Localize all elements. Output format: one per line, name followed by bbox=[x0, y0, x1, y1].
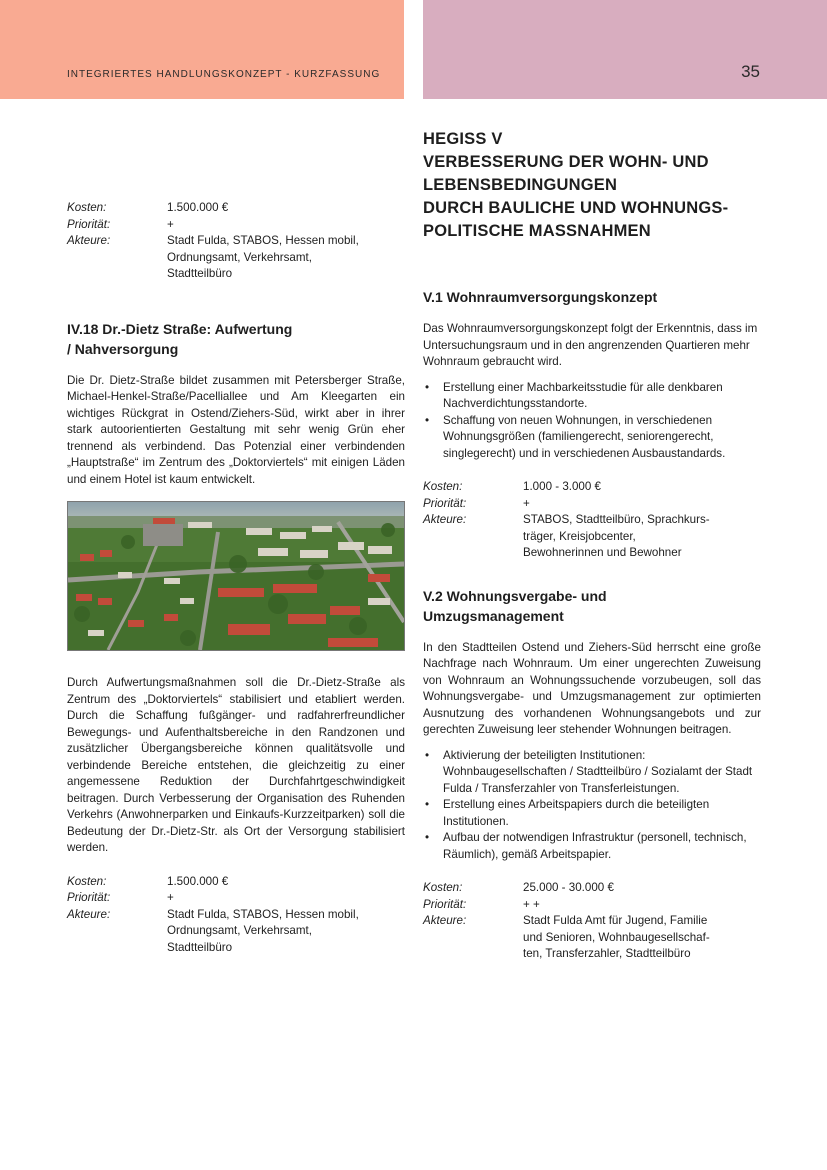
prioritaet-label: Priorität: bbox=[423, 496, 467, 510]
prioritaet-label: Priorität: bbox=[67, 891, 111, 904]
section-title-v2 bbox=[423, 586, 761, 626]
chapter-title-line: POLITISCHE MASSNAHMEN bbox=[423, 222, 651, 240]
akteure-line: und Senioren, Wohnbaugesellschaf- bbox=[523, 930, 710, 944]
paragraph-v1: Das Wohnraumversorgungskonzept folgt der Erkenntnis, dass im Untersuchungsraum und in den angrenzenden Quartieren mehr Wohnraum gebraucht wird. bbox=[423, 322, 758, 368]
kosten-label: Kosten: bbox=[67, 874, 107, 888]
section-title-iv18 bbox=[67, 319, 405, 359]
section-title-line: / Nahversorgung bbox=[67, 340, 179, 357]
header-band-left bbox=[0, 0, 404, 99]
chapter-title-line: DURCH BAULICHE UND WOHNUNGS- bbox=[423, 199, 729, 217]
akteure-line: ten, Transferzahler, Stadtteilbüro bbox=[523, 947, 691, 960]
prioritaet-label: Priorität: bbox=[67, 217, 111, 231]
akteure-line: Ordnungsamt, Verkehrsamt, bbox=[167, 924, 312, 937]
list-item: • Erstellung eines Arbeitspapiers durch die beteiligten Institutionen. bbox=[423, 797, 761, 830]
akteure-line: STABOS, Stadtteilbüro, Sprachkurs- bbox=[523, 513, 710, 526]
akteure-line: Stadtteilbüro bbox=[167, 940, 233, 954]
akteure-line: Stadt Fulda, STABOS, Hessen mobil, bbox=[167, 234, 359, 247]
prioritaet-label: Priorität: bbox=[423, 897, 467, 911]
akteure-line: Bewohnerinnen und Bewohner bbox=[523, 546, 682, 559]
kosten-value: 1.000 - 3.000 € bbox=[523, 480, 601, 493]
akteure-value bbox=[523, 512, 761, 562]
prioritaet-value: + bbox=[167, 891, 174, 904]
prioritaet-value: + + bbox=[523, 897, 540, 911]
akteure-label: Akteure: bbox=[423, 513, 467, 526]
list-item: • Schaffung von neuen Wohnungen, in verschiedenen Wohnungsgrößen (familiengerecht, seniorengerecht, singlegerecht) und in verschiedenen Ausbaustandards. bbox=[423, 413, 761, 463]
header-band-right bbox=[423, 0, 827, 99]
akteure-line: Stadtteilbüro bbox=[167, 267, 233, 280]
paragraph-v2: In den Stadtteilen Ostend und Ziehers-Süd herrscht eine große Nachfrage nach Wohnraum. Um einer ungerechten Zuweisung von Wohnraum an Wohnungssuchende vorzubeugen, soll das Wohnungsvergabe- und Umzugsmanagement zur optimierten Ausnutzung des vorhandenen Wohnungsangebots und zur gerechten Zuweisung leer stehender Wohnungen beitragen. bbox=[423, 640, 761, 736]
list-item: • Aktivierung der beteiligten Institutionen: Wohnbaugesellschaften / Stadtteilbüro / Sozialamt der Stadt Fulda / Transferzahler von Transferleistungen. bbox=[423, 748, 761, 798]
akteure-value bbox=[167, 233, 405, 283]
prioritaet-value: + bbox=[167, 217, 174, 231]
bullet-list-v1 bbox=[423, 380, 761, 463]
section-title-v1: V.1 Wohnraumversorgungskonzept bbox=[423, 289, 658, 305]
meta-block-v2 bbox=[423, 880, 761, 963]
akteure-value bbox=[523, 913, 761, 963]
chapter-title-line: VERBESSERUNG DER WOHN- UND bbox=[423, 153, 709, 171]
aerial-photo-illustration bbox=[68, 502, 404, 650]
bullet-list-v2 bbox=[423, 748, 761, 864]
prioritaet-value: + bbox=[523, 496, 530, 510]
paragraph-iv18-measures: Durch Aufwertungsmaßnahmen soll die Dr.-Dietz-Straße als Zentrum des „Doktorviertels“ stabilisiert und etabliert werden. Durch die Schaffung fußgänger- und radfahrerfreundlicher Bewegungs- und Aufenthaltsbereiche in den Randzonen und zusätzlicher Übergangsbereiche können qualitätsvolle und verbindende Bereiche entstehen, die gleichzeitig zu einer angemessene Reduktion der Durchfahrtgeschwindigkeit beitragen. Durch Verbesserung der Organisation des Ruhenden Verkehrs (Anwohnerparken und Einkaufs-Kurzzeitparken) soll die Bedeutung der Dr.-Dietz-Str. als Ort der Versorgung stabilisiert werden. bbox=[67, 676, 405, 854]
section-title-line: V.2 Wohnungsvergabe- und bbox=[423, 587, 607, 604]
section-title-line: Umzugsmanagement bbox=[423, 607, 564, 624]
akteure-label: Akteure: bbox=[423, 914, 467, 927]
meta-block-v1 bbox=[423, 479, 761, 562]
meta-block-bottom bbox=[67, 874, 405, 957]
kosten-value: 25.000 - 30.000 € bbox=[523, 881, 614, 894]
section-title-line: IV.18 Dr.-Dietz Straße: Aufwertung bbox=[67, 320, 293, 337]
left-column bbox=[67, 200, 405, 956]
akteure-line: Stadt Fulda, STABOS, Hessen mobil, bbox=[167, 907, 359, 921]
kosten-value: 1.500.000 € bbox=[167, 874, 229, 888]
chapter-title-hegiss-v bbox=[423, 128, 761, 243]
list-item: • Aufbau der notwendigen Infrastruktur (personell, technisch, Räumlich), gemäß Arbeitspapier. bbox=[423, 830, 761, 863]
running-title: INTEGRIERTES HANDLUNGSKONZEPT - KURZFASSUNG bbox=[67, 69, 381, 80]
chapter-title-line: LEBENSBEDINGUNGEN bbox=[423, 176, 618, 194]
kosten-label: Kosten: bbox=[423, 480, 463, 493]
paragraph-iv18-intro: Die Dr. Dietz-Straße bildet zusammen mit Petersberger Straße, Michael-Henkel-Straße/Pacelliallee und Am Kleegarten ein wichtiges Rückgrat in Ostend/Ziehers-Süd, wirkt aber in ihrer stark autoorientierten Gestaltung mit sehr wenig Grün eher trennend als verbindend. Das Potenzial einer verbindenden „Hauptstraße“ im Zentrum des „Doktorviertels“ mit einigen Läden und einem Hotel ist kaum entwickelt. bbox=[67, 373, 405, 486]
akteure-line: träger, Kreisjobcenter, bbox=[523, 529, 636, 543]
kosten-value: 1.500.000 € bbox=[167, 201, 229, 214]
akteure-label: Akteure: bbox=[67, 234, 111, 247]
kosten-label: Kosten: bbox=[423, 881, 463, 894]
meta-block-top bbox=[67, 200, 405, 283]
akteure-line: Stadt Fulda Amt für Jugend, Familie bbox=[523, 914, 708, 927]
aerial-photo bbox=[67, 501, 405, 651]
akteure-label: Akteure: bbox=[67, 907, 111, 921]
list-item: • Erstellung einer Machbarkeitsstudie für alle denkbaren Nachverdichtungsstandorte. bbox=[423, 380, 761, 413]
right-column bbox=[423, 128, 761, 963]
kosten-label: Kosten: bbox=[67, 201, 107, 214]
page-number: 35 bbox=[741, 62, 760, 81]
akteure-line: Ordnungsamt, Verkehrsamt, bbox=[167, 250, 312, 264]
akteure-value bbox=[167, 907, 405, 957]
chapter-title-line: HEGISS V bbox=[423, 130, 503, 148]
